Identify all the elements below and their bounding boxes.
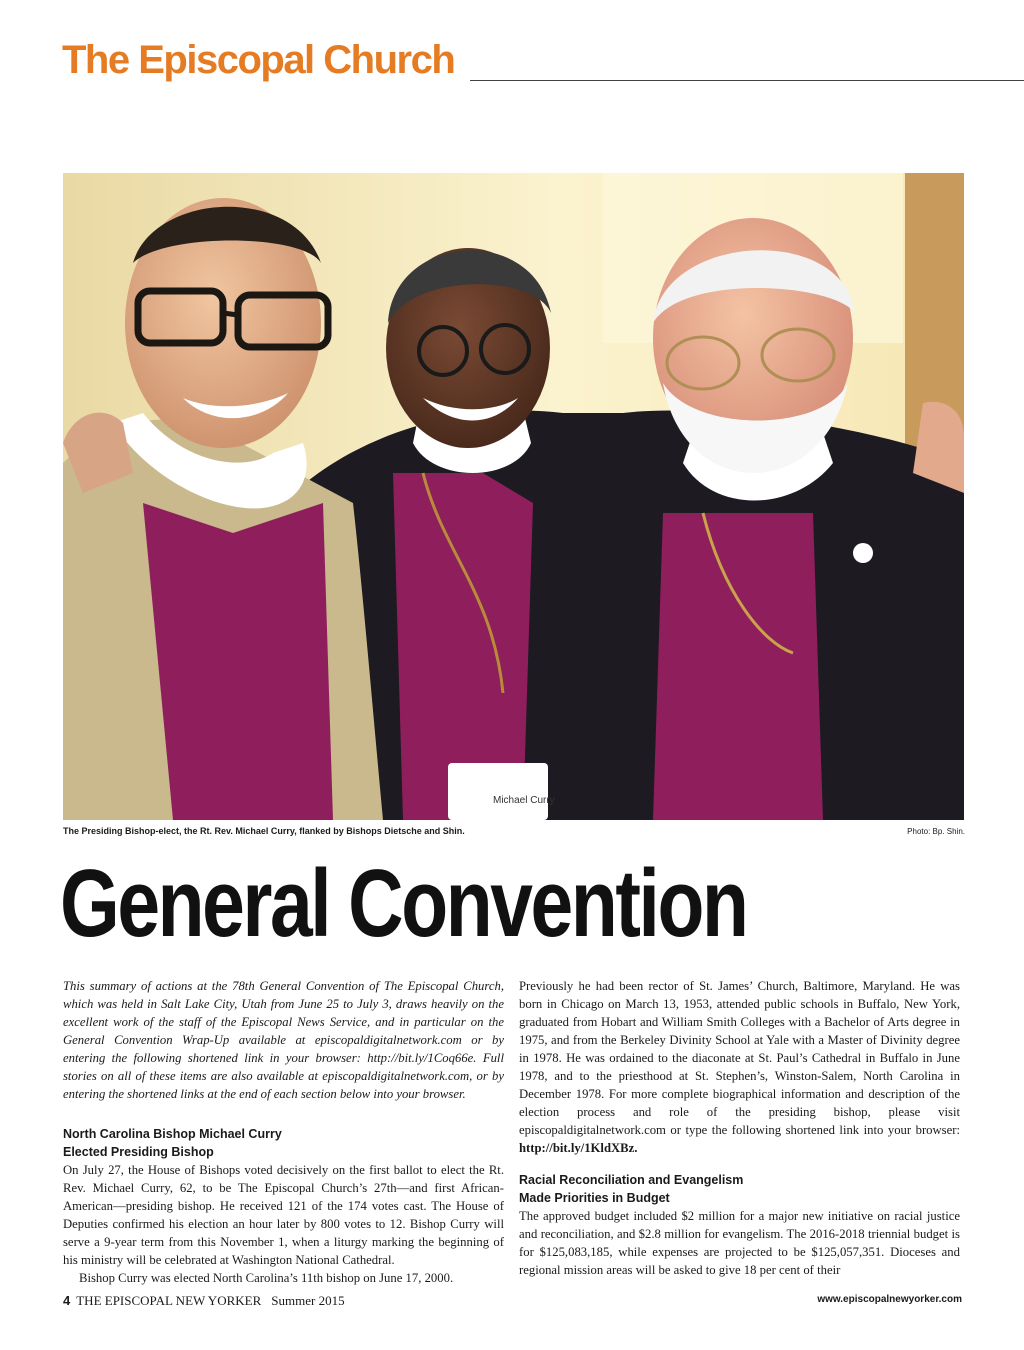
footer-left (63, 1293, 345, 1309)
article1-heading-line2: Elected Presiding Bishop (63, 1145, 214, 1159)
article1-heading-line1: North Carolina Bishop Michael Curry (63, 1127, 282, 1141)
spacer (519, 1157, 960, 1171)
name-badge-text: Michael Curry (493, 795, 555, 806)
article1-paragraph3 (519, 977, 960, 1157)
bishops-photo (63, 173, 964, 820)
column-left (63, 977, 504, 1287)
page-number: 4 (63, 1293, 71, 1308)
header-rule (470, 80, 1024, 81)
photo-caption: The Presiding Bishop-elect, the Rt. Rev. Michael Curry, flanked by Bishops Dietsche and Shin. (63, 826, 465, 836)
section-title: The Episcopal Church (62, 38, 455, 82)
article1-link[interactable]: http://bit.ly/1KldXBz. (519, 1141, 638, 1155)
publication-name: THE EPISCOPAL NEW YORKER (76, 1293, 262, 1308)
website-link[interactable]: www.episcopalnewyorker.com (817, 1294, 962, 1305)
issue-date: Summer 2015 (271, 1293, 345, 1308)
article1-paragraph1: On July 27, the House of Bishops voted decisively on the first ballot to elect the Rt. Rev. Michael Curry, 62, to be The Episcopal Church’s 27th—and first African-American—presiding bishop. He received 121 of the 174 votes cast. The House of Deputies confirmed his election an hour later by 800 votes to 12. Bishop Curry will serve a 9-year term from this November 1, when a liturgy marking the beginning of his ministry will be celebrated at Washington National Cathedral. (63, 1163, 504, 1267)
article1-paragraph2: Bishop Curry was elected North Carolina’s 11th bishop on June 17, 2000. (79, 1271, 454, 1285)
headline: General Convention (60, 850, 747, 957)
photo-credit: Photo: Bp. Shin. (907, 827, 965, 836)
intro-paragraph: This summary of actions at the 78th General Convention of The Episcopal Church, which was held in Salt Lake City, Utah from June 25 to July 3, draws heavily on the excellent work of the staff of the Episcopal News Service, and in particular on the General Convention Wrap-Up available at episcopaldigitalnetwork.com or by entering the following shortened link in your browser: http://bit.ly/1Coq66e. Full stories on all of these items are also available at episcopaldigitalnetwork.com, or by entering the shortened links at the end of each section below into your browser. (63, 979, 504, 1101)
column-right (519, 977, 960, 1279)
article2-heading-line2: Made Priorities in Budget (519, 1191, 670, 1205)
article1-paragraph3-text: Previously he had been rector of St. James’ Church, Baltimore, Maryland. He was born in Chicago on March 13, 1953, attended public schools in Buffalo, New York, graduated from Hobart and William Smith Colleges with a Bachelor of Arts degree in 1975, and from the Berkeley Divinity School at Yale with a Master of Divinity degree in 1978. He was ordained to the diaconate at St. Paul’s Cathedral in Buffalo in June 1978, and to the priesthood at St. Stephen’s, Winston-Salem, North Carolina in December 1978. For more complete biographical information and description of the election process and role of the presiding bishop, please visit episcopaldigitalnetwork.com or type the following shortened link into your browser: (519, 979, 960, 1137)
article2-paragraph1: The approved budget included $2 million for a major new initiative on racial justice and reconciliation, and $2.8 million for evangelism. The 2016-2018 triennial budget is for $125,083,185, while expenses are projected to be $125,057,351. Dioceses and regional mission areas will be asked to give 18 per cent of their (519, 1209, 960, 1277)
article2-heading-line1: Racial Reconciliation and Evangelism (519, 1173, 744, 1187)
